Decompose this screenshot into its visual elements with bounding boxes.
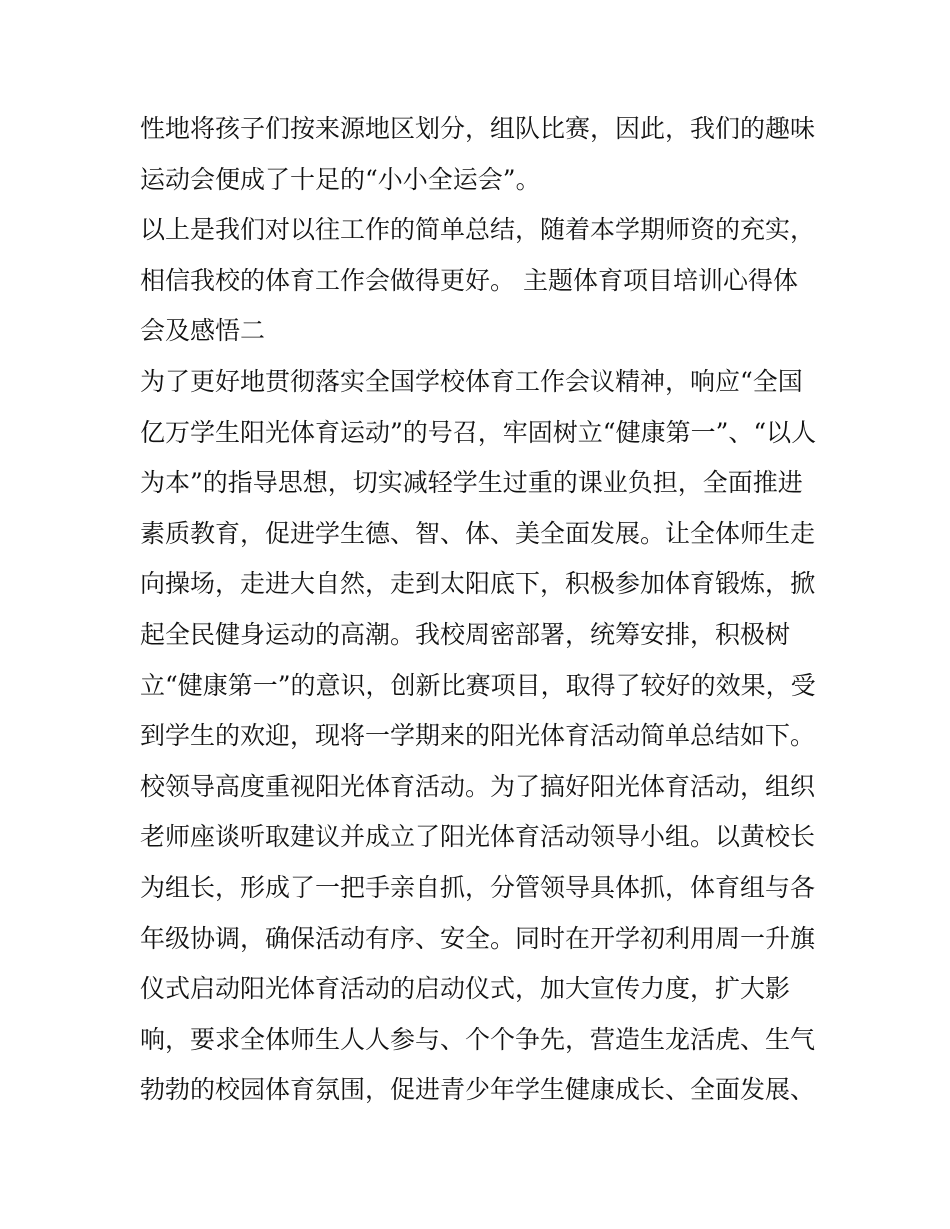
text-line: 立“健康第一”的意识，创新比赛项目，取得了较好的效果，受 [140, 670, 816, 700]
text-line: 向操场，走进大自然，走到太阳底下，积极参加体育锻炼，掀 [140, 569, 816, 599]
text-line: 相信我校的体育工作会做得更好。 主题体育项目培训心得体 [140, 265, 798, 295]
text-line: 响，要求全体师生人人参与、个个争先，营造生龙活虎、生气 [140, 1024, 816, 1054]
text-line: 为了更好地贯彻落实全国学校体育工作会议精神，响应“全国 [140, 366, 803, 396]
text-line: 勃勃的校园体育氛围，促进青少年学生健康成长、全面发展、 [140, 1075, 816, 1105]
text-line: 会及感悟二 [140, 316, 266, 346]
text-line: 以上是我们对以往工作的简单总结，随着本学期师资的充实， [140, 215, 816, 245]
text-line: 运动会便成了十足的“小小全运会”。 [140, 164, 541, 194]
text-line: 亿万学生阳光体育运动”的号召，牢固树立“健康第一”、“以人 [140, 417, 817, 447]
text-line: 仪式启动阳光体育活动的启动仪式，加大宣传力度，扩大影 [140, 974, 791, 1004]
text-line: 老师座谈听取建议并成立了阳光体育活动领导小组。以黄校长 [140, 822, 816, 852]
text-line: 到学生的欢迎，现将一学期来的阳光体育活动简单总结如下。 [140, 721, 816, 751]
document-body [140, 104, 830, 1116]
text-line: 校领导高度重视阳光体育活动。为了搞好阳光体育活动，组织 [140, 771, 816, 801]
text-line: 年级协调，确保活动有序、安全。同时在开学初利用周一升旗 [140, 923, 816, 953]
text-line: 为本”的指导思想，切实减轻学生过重的课业负担，全面推进 [140, 468, 803, 498]
text-line: 性地将孩子们按来源地区划分，组队比赛，因此，我们的趣味 [140, 114, 816, 143]
text-line: 起全民健身运动的高潮。我校周密部署，统筹安排，积极树 [140, 619, 791, 649]
text-line: 素质教育，促进学生德、智、体、美全面发展。让全体师生走 [140, 518, 816, 548]
text-line: 为组长，形成了一把手亲自抓，分管领导具体抓，体育组与各 [140, 872, 816, 902]
